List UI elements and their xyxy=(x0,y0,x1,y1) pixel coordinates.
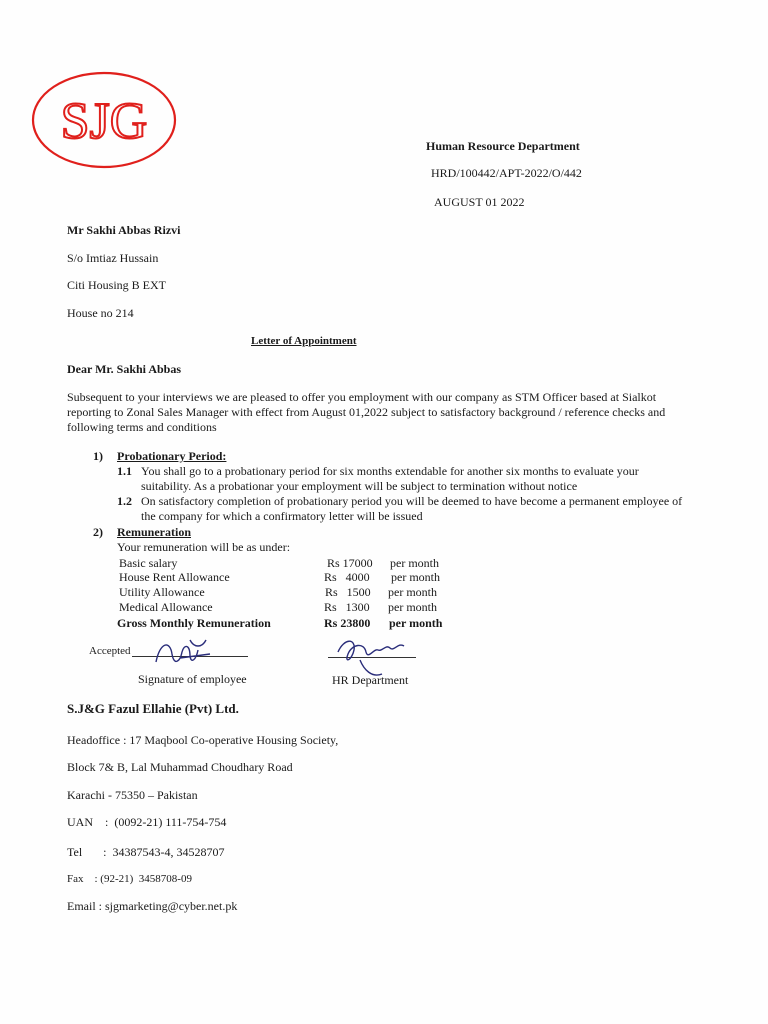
section-number: 1) xyxy=(93,449,103,463)
section-title: Remuneration xyxy=(117,525,191,539)
pay-amount: Rs 17000 xyxy=(327,556,373,570)
clause-text: On satisfactory completion of probationary period you will be deemed to have become a permanent employee of xyxy=(141,494,683,508)
company-address-line: Block 7& B, Lal Muhammad Choudhary Road xyxy=(67,760,293,774)
gross-label: Gross Monthly Remuneration xyxy=(117,616,271,630)
company-uan: UAN : (0092-21) 111-754-754 xyxy=(67,815,227,829)
salutation: Dear Mr. Sakhi Abbas xyxy=(67,362,182,376)
company-fax: Fax : (92-21) 3458708-09 xyxy=(67,873,192,885)
pay-amount: Rs 1500 xyxy=(325,585,371,599)
clause-text: You shall go to a probationary period for six months extendable for another six months to evaluate your xyxy=(141,464,639,478)
sjg-logo xyxy=(30,70,178,170)
company-address-line: Headoffice : 17 Maqbool Co-operative Housing Society, xyxy=(67,733,339,747)
company-address-line: Karachi - 75350 – Pakistan xyxy=(67,788,198,802)
hr-signature-label: HR Department xyxy=(332,673,409,687)
pay-period: per month xyxy=(390,556,439,570)
employee-signature xyxy=(150,632,220,672)
pay-label: Basic salary xyxy=(119,556,178,570)
pay-label: Medical Allowance xyxy=(119,600,213,614)
pay-amount: Rs 1300 xyxy=(324,600,370,614)
pay-period: per month xyxy=(391,570,440,584)
accepted-label: Accepted xyxy=(89,645,131,657)
gross-period: per month xyxy=(389,616,443,630)
letter-date: AUGUST 01 2022 xyxy=(434,195,525,209)
clause-number: 1.1 xyxy=(117,464,132,478)
pay-period: per month xyxy=(388,600,437,614)
intro-line: Subsequent to your interviews we are pleased to offer you employment with our company as STM Officer based at Sialkot xyxy=(67,390,657,404)
pay-amount: Rs 4000 xyxy=(324,570,370,584)
pay-label: Utility Allowance xyxy=(119,585,205,599)
department-title: Human Resource Department xyxy=(426,139,580,153)
clause-text: the company for which a confirmatory letter will be issued xyxy=(141,509,423,523)
letter-title: Letter of Appointment xyxy=(251,335,357,347)
reference-number: HRD/100442/APT-2022/O/442 xyxy=(431,166,582,180)
employee-signature-label: Signature of employee xyxy=(138,672,247,686)
gross-amount: Rs 23800 xyxy=(324,616,371,630)
recipient-name: Mr Sakhi Abbas Rizvi xyxy=(67,223,181,237)
recipient-area: Citi Housing B EXT xyxy=(67,278,167,292)
company-tel: Tel : 34387543-4, 34528707 xyxy=(67,845,225,859)
clause-number: 1.2 xyxy=(117,494,132,508)
intro-line: reporting to Zonal Sales Manager with effect from August 01,2022 subject to satisfactory background / reference checks and xyxy=(67,405,666,419)
recipient-parent: S/o Imtiaz Hussain xyxy=(67,251,159,265)
section-title: Probationary Period: xyxy=(117,449,227,463)
pay-period: per month xyxy=(388,585,437,599)
company-email: Email : sjgmarketing@cyber.net.pk xyxy=(67,899,238,913)
recipient-house: House no 214 xyxy=(67,306,134,320)
remuneration-intro: Your remuneration will be as under: xyxy=(117,540,291,554)
clause-text: suitability. As a probationar your employment will be subject to termination without notice xyxy=(141,479,578,493)
pay-label: House Rent Allowance xyxy=(119,570,230,584)
section-number: 2) xyxy=(93,525,103,539)
logo-text: SJG xyxy=(60,93,148,150)
intro-line: following terms and conditions xyxy=(67,420,217,434)
company-name: S.J&G Fazul Ellahie (Pvt) Ltd. xyxy=(67,701,239,716)
